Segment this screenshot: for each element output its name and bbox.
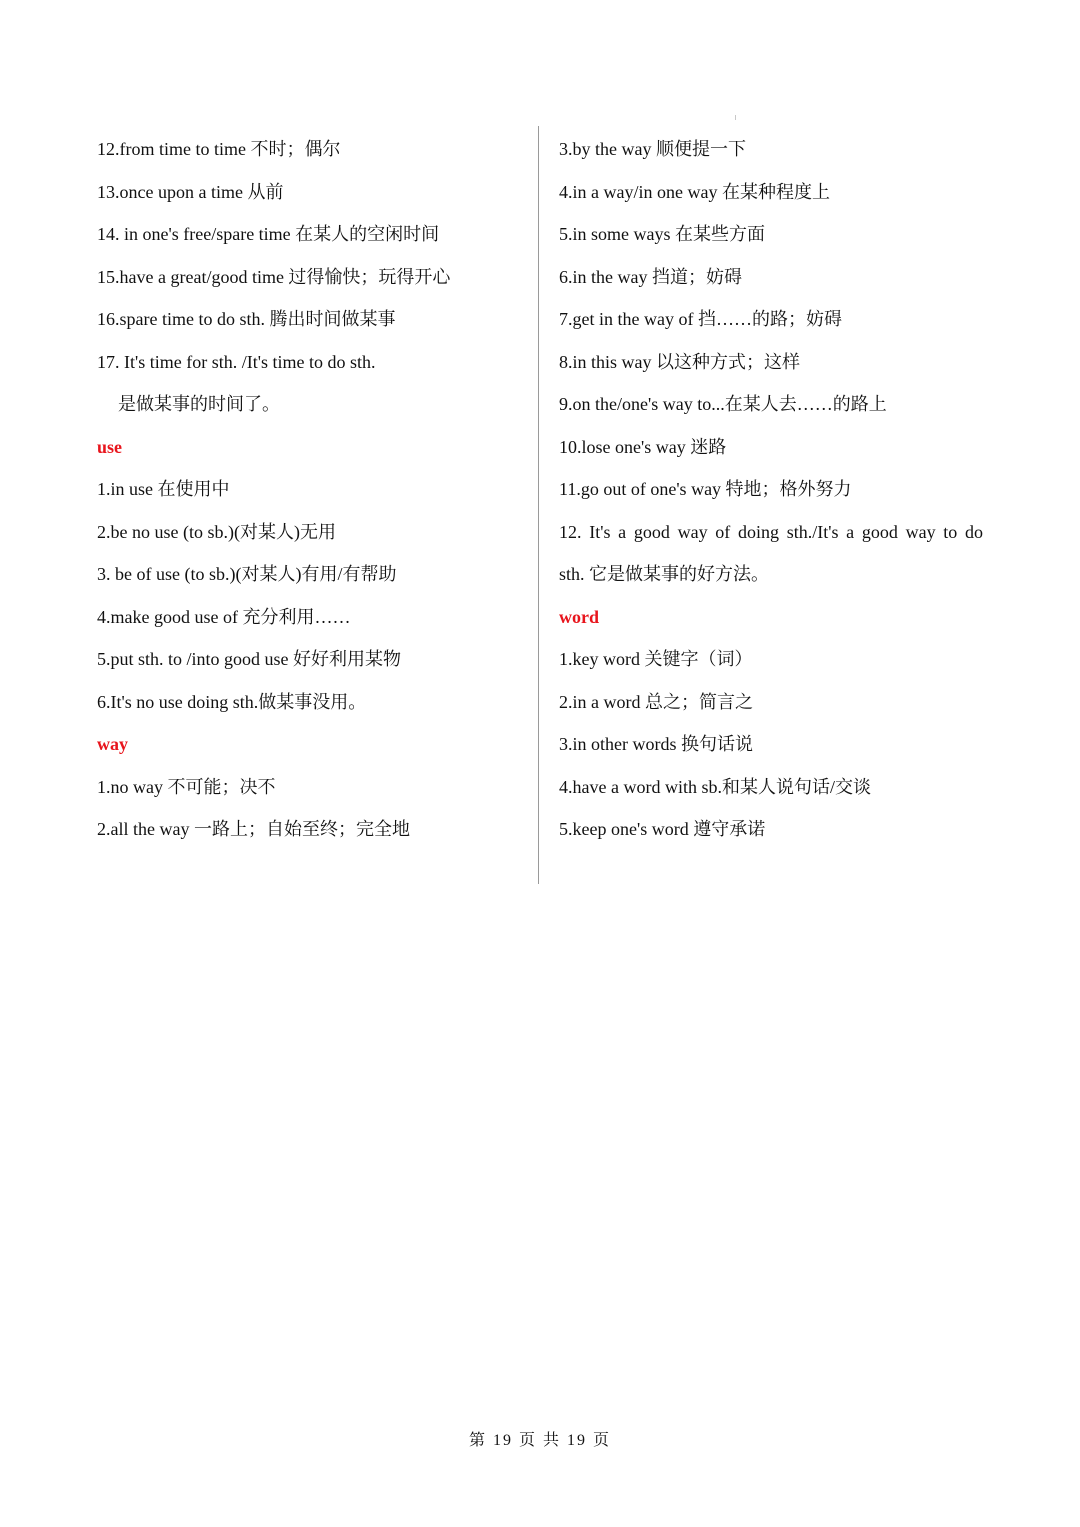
- phrase-line: 17. It's time for sth. /It's time to do sth.: [97, 351, 376, 372]
- phrase-line: 12.from time to time 不时；偶尔: [97, 139, 341, 159]
- phrase-line: 1.in use 在使用中: [97, 479, 230, 499]
- phrase-line: 4.make good use of 充分利用……: [97, 606, 351, 627]
- phrase-line: 3.by the way 顺便提一下: [559, 139, 746, 159]
- section-heading-use: use: [97, 436, 123, 457]
- phrase-line: 7.get in the way of 挡……的路；妨碍: [559, 309, 842, 329]
- section-heading-word: word: [559, 606, 599, 627]
- phrase-line: 4.in a way/in one way 在某种程度上: [559, 181, 830, 202]
- phrase-line: 15.have a great/good time 过得愉快；玩得开心: [97, 266, 451, 287]
- phrase-line: 2.all the way 一路上；自始至终；完全地: [97, 819, 410, 839]
- page-number-footer: 第 19 页 共 19 页: [468, 1432, 611, 1449]
- phrase-line: 3.in other words 换句话说: [559, 734, 753, 754]
- phrase-line: 2.in a word 总之；简言之: [559, 691, 753, 712]
- phrase-line: 5.keep one's word 遵守承诺: [559, 819, 766, 839]
- phrase-line: 13.once upon a time 从前: [97, 181, 284, 202]
- right-column: [559, 128, 989, 851]
- phrase-line: 3. be of use (to sb.)(对某人)有用/有帮助: [97, 564, 397, 584]
- phrase-line: 6.It's no use doing sth.做某事没用。: [97, 691, 367, 712]
- column-divider: [538, 126, 539, 884]
- phrase-line: 11.go out of one's way 特地；格外努力: [559, 479, 852, 499]
- section-heading-way: way: [97, 734, 128, 754]
- phrase-line: 10.lose one's way 迷路: [559, 436, 727, 457]
- phrase-line: 6.in the way 挡道；妨碍: [559, 266, 742, 287]
- phrase-line: 9.on the/one's way to...在某人去……的路上: [559, 394, 887, 414]
- phrase-line-continuation: 是做某事的时间了。: [118, 394, 280, 414]
- left-column: [97, 128, 527, 851]
- phrase-line-continuation: sth. 它是做某事的好方法。: [559, 564, 770, 584]
- phrase-line: 2.be no use (to sb.)(对某人)无用: [97, 521, 336, 542]
- phrase-line: 5.in some ways 在某些方面: [559, 224, 765, 244]
- phrase-line: 8.in this way 以这种方式；这样: [559, 351, 800, 372]
- phrase-line: 1.no way 不可能；决不: [97, 776, 276, 797]
- phrase-line: 5.put sth. to /into good use 好好利用某物: [97, 649, 402, 669]
- scan-mark: [735, 115, 736, 120]
- phrase-line: 4.have a word with sb.和某人说句话/交谈: [559, 776, 871, 797]
- phrase-line: 1.key word 关键字（词）: [559, 649, 753, 669]
- phrase-line-justified: 12. It's a good way of doing sth./It's a good way to do: [559, 521, 983, 542]
- phrase-line: 14. in one's free/spare time 在某人的空闲时间: [97, 224, 440, 244]
- phrase-line: 16.spare time to do sth. 腾出时间做某事: [97, 309, 396, 329]
